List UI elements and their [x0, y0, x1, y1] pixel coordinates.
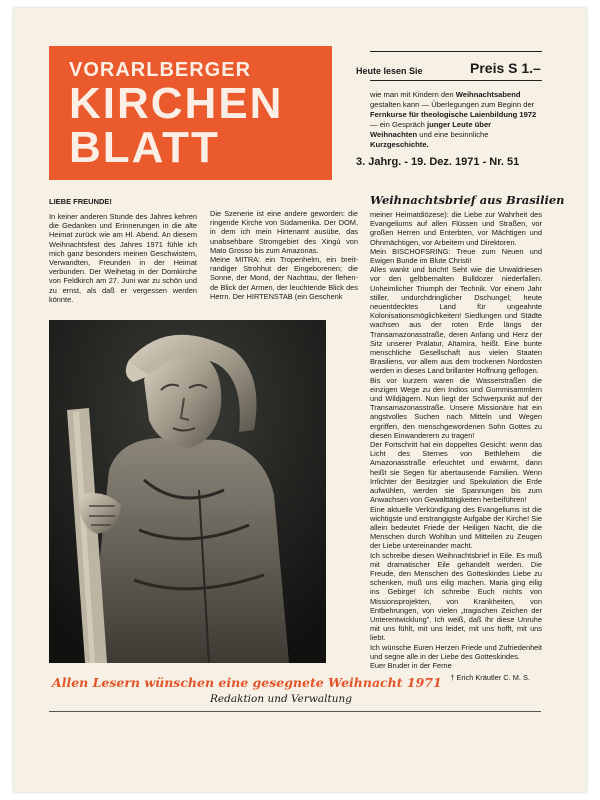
christmas-wish: Allen Lesern wünschen eine gesegnete Weihnacht 1971	[52, 675, 442, 690]
issue-info: 3. Jahrg. - 19. Dez. 1971 - Nr. 51	[356, 156, 520, 168]
column-3-paragraph: Alles wankt und bricht! Seht wie die Urwaldriesen vor den gelbbemalten Bulldozer niederfallen. Unheimlicher Triumph der Technik. Vor einem Jahr stiller, undurchdringlicher Dschungel; heute neuentdecktes Land für ungeahnte Kolonisationsmöglichkeiten! Siedlungen und Städte wachsen aus der roten Erde längs der Transamazonasstraße, deren Anfang und Herz der Sitz unserer Prälatur, Altamira, heißt. Eine bunte menschliche Gesellschaft aus vielen Staaten Brasiliens, vor allem aus dem trockenen Nordosten werden in dieses Land brillanter Hoffnung geflogen.	[370, 265, 542, 376]
teaser-text	[370, 90, 540, 150]
price: Preis S 1.–	[470, 60, 541, 76]
column-3-paragraph: Bis vor kurzem waren die Wasserstraßen die einzigen Wege zu den Indios und Gummisammlern und Wildjägern. Nun liegt der Schwerpunkt auf der Transamazonasstraße. Unsere Missionäre hat ein angstvolles Suchen nach Mitteln und Wegen ergriffen, den menschgewordenen Sohn Gottes zu diesen Einwanderern zu tragen!	[370, 375, 542, 440]
shepherd-statue-image	[49, 320, 326, 663]
column-1	[49, 212, 197, 304]
editorial-signoff: Redaktion und Verwaltung	[210, 693, 352, 705]
column-3-paragraph: Euer Bruder in der Ferne	[370, 660, 452, 670]
greeting-title: LIEBE FREUNDE!	[49, 197, 112, 206]
masthead	[49, 46, 332, 180]
masthead-line-vorarlberger: VORARLBERGER	[69, 59, 252, 81]
column-3-paragraph: Der Fortschritt hat ein doppeltes Gesicht: wenn das Licht des Sternes von Bethlehem die Amazonasstraße erleuchtet und erwärmt, dann heißt sie Segen für abertausende Familien. Wenn Irrlichter der Besitzgier und Spekulation die Erde aufwühlen, werden sie Spannungen bis zum Anwachsen von Gewalttätigkeiten herbeiführen!	[370, 440, 542, 505]
column-3-paragraph: Ich schreibe diesen Weihnachtsbrief in Eile. Es muß mit dramatischer Eile gehandelt werden. Die Freude, den Menschen des Gotteskindes Liebe zu schenken, muß uns eilig machen. Maria ging eilig ins Gebirge! Ich schreibe Euch nichts von Missionsprojekten, von Krankheiten, von Entbehrungen, von vielen „tragischen Zeichen der Unterentwicklung". Ich weiß, daß Ihr diese Unruhe mit uns fühlt, mit uns leidet, mit uns hofft, mit uns liebt.	[370, 550, 542, 643]
teaser-highlight: Fernkurse für theologische Laienbildung 1972	[370, 110, 537, 119]
column-2-paragraph: Die Szenerie ist eine andere geworden: die ringende Kirche von Südamerika. Der DOM, in dem ich mein Hirtenamt ausübe, das unabsehbare Stromgebiet des Xingú von Mato Grosso bis zum Amazonas.	[210, 209, 358, 255]
signature: † Erich Kräutler C. M. S.	[450, 673, 530, 683]
column-1-paragraph: In keiner anderen Stunde des Jahres kehren die Gedanken und Erinnerungen in die alte Heimat zurück wie am Hl. Abend. An diesem Weihnachtsfest des Jahres 1971 fühle ich mich ganz besonders meinen Geschwistern, Verwandten, Freunden in der Heimat verbunden. Der Weihetag in der Domkirche von Feldkirch am 27. Juni war zu schön und zu ernst, als daß er vergessen werden könnte.	[49, 212, 197, 304]
teaser-run: — ein Gespräch	[370, 120, 427, 129]
column-3-paragraph: Mein BISCHOFSRING: Treue zum Neuen und Ewigen Bunde im Blute Christi!	[370, 246, 542, 266]
column-2-paragraph: Meine MITRA: ein Tropenhelm, ein breitrandiger Strohhut der Eingeborenen; die Sonne, der Mond, der Nachttau, der flehende Blick der Armen, der leuchtende Blick des Herrn. Der HIRTENSTAB (ein Geschenk	[210, 255, 358, 301]
column-3-paragraph: meiner Heimatdiözese): die Liebe zur Wahrheit des Evangeliums auf allen Flüssen und Straßen, vor großen Herren und Enterbten, vor Mächtigen und Ohnmächtigen, vor Arbeitern und Direktoren.	[370, 210, 542, 247]
shepherd-statue-photo	[49, 320, 326, 663]
masthead-line-kirchen: KIRCHEN	[69, 79, 284, 128]
column-2	[210, 209, 358, 301]
teaser-highlight: Weihnachtsabend	[455, 90, 521, 99]
column-3-paragraph: Ich wünsche Euren Herzen Friede und Zufriedenheit und segne alle in der Liebe des Gotteskindes.	[370, 642, 542, 661]
teaser-highlight: Kurzgeschichte.	[370, 140, 429, 149]
section-title: Weihnachtsbrief aus Brasilien	[370, 193, 565, 207]
column-3	[370, 210, 542, 682]
bottom-rule	[49, 711, 541, 712]
column-3-paragraph: Eine aktuelle Verkündigung des Evangeliums ist die wichtigste und erstrangigste Aufgabe der Kirche! Sie allein bedeutet Friede der Heiligen Nacht, die die Menschen durch Wohltun und Mitteilen zu Zeugen der Liebe untereinander macht.	[370, 504, 542, 551]
teaser-run: gestalten kann — Überlegungen zum Beginn der	[370, 100, 535, 109]
header-mid-rule	[370, 80, 542, 81]
masthead-line-blatt: BLATT	[69, 123, 220, 172]
teaser-run: und eine besinnliche	[417, 130, 489, 139]
header-top-rule	[370, 51, 542, 52]
today-label: Heute lesen Sie	[356, 66, 423, 76]
teaser-highlight: junger Leute über Weihnachten	[370, 120, 492, 139]
teaser-run: wie man mit Kindern den	[370, 90, 456, 99]
